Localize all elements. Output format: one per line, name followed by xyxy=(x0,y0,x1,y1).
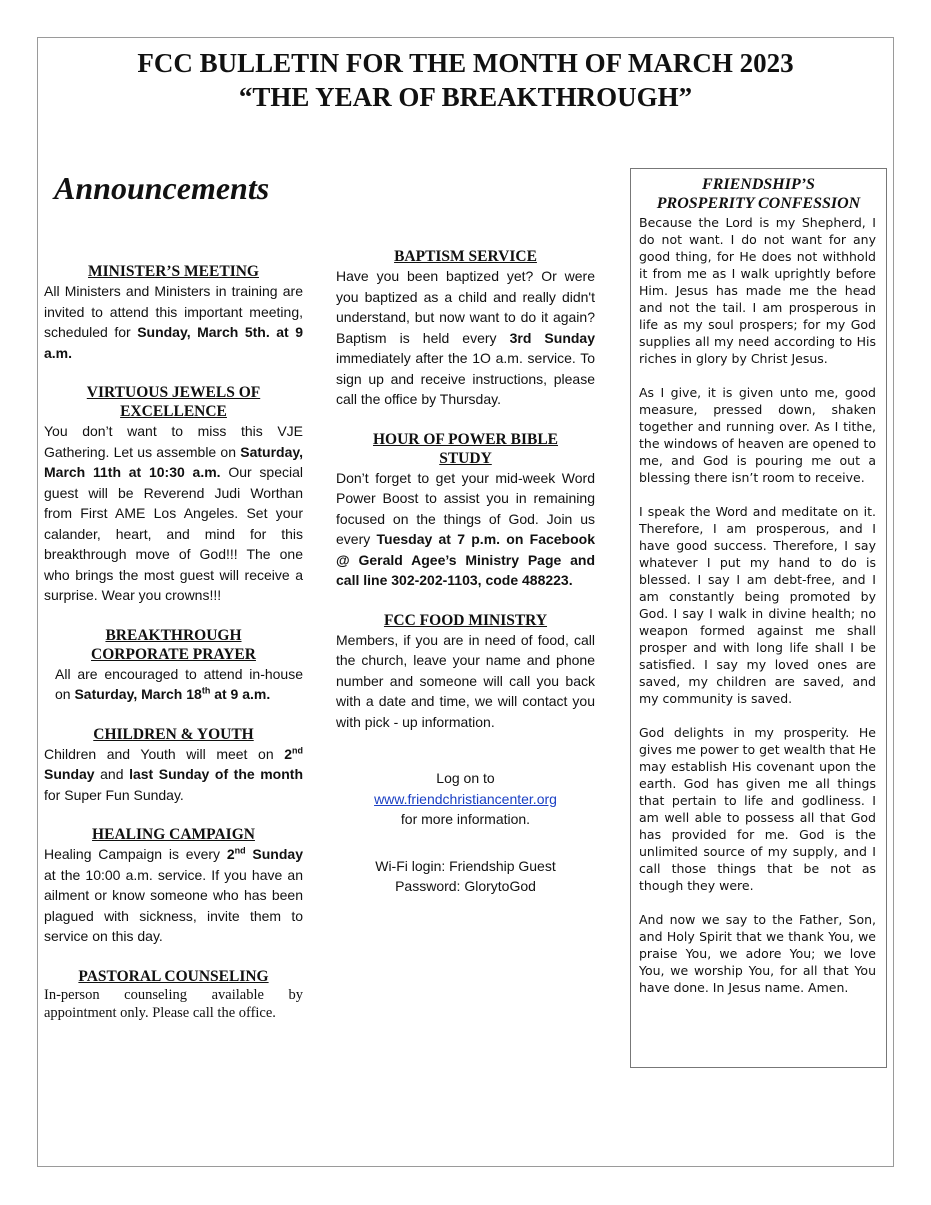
section-title: MINISTER’S MEETING xyxy=(88,263,259,280)
website-info xyxy=(336,768,595,830)
section-title: PASTORAL COUNSELING xyxy=(78,967,269,985)
confession-paragraph: And now we say to the Father, Son, and Holy Spirit that we thank You, we praise You, we adore You; we love You, we worship You, for all that You have done. In Jesus name. Amen. xyxy=(639,912,876,995)
bulletin-theme: “THE YEAR OF BREAKTHROUGH” xyxy=(238,82,693,112)
announcements-heading: Announcements xyxy=(54,170,270,206)
ministers-meeting-section xyxy=(44,262,303,363)
section-title: FCC FOOD MINISTRY xyxy=(383,611,548,629)
section-title: HEALING CAMPAIGN xyxy=(92,826,255,843)
section-title: BREAKTHROUGH CORPORATE PRAYER xyxy=(91,626,256,663)
children-youth-section xyxy=(44,725,303,806)
middle-column xyxy=(336,247,595,897)
confession-paragraph: I speak the Word and meditate on it. Therefore, I am prosperous, and I have good success. Therefore, I say whatever I put my hand to do is blessed. I say I am debt-free, and I am constantly being promoted by God. I say I walk in divine health; no weapon formed against me shall prosper and with long life shall I be satisfied. I say my loved ones are saved, my children are saved, and my community is saved. xyxy=(639,504,876,706)
section-body: All Ministers and Ministers in training are invited to attend this important meeting, scheduled for Sunday, March 5th. at 9 a.m. xyxy=(44,283,303,361)
wifi-password: Password: GlorytoGod xyxy=(395,878,536,894)
baptism-section xyxy=(336,247,595,410)
pastoral-counseling-section xyxy=(44,967,303,1023)
confession-paragraph: God delights in my prosperity. He gives me power to get wealth that He may establish His covenant upon the earth. God has given me all things that pertain to life and godliness. I am well able to possess all that God has provided for me. God is the unlimited source of my supply, and I call those things that be not as though they were. xyxy=(639,725,876,893)
section-body: Children and Youth will meet on 2nd Sunday and last Sunday of the month for Super Fun Sunday. xyxy=(44,744,304,803)
confession-paragraph: Because the Lord is my Shepherd, I do not want. I do not want for any good thing, for He does not withhold it from me as I walk uprightly before Him. Jesus has made me the head and not the tail. I am prosperous in life as my soul prospers; for my God supplies all my need according to His riches in glory by Christ Jesus. xyxy=(639,215,876,366)
section-title: VIRTUOUS JEWELS OF EXCELLENCE xyxy=(86,384,261,420)
website-link[interactable]: www.friendchristiancenter.org xyxy=(374,790,557,807)
section-body: All are encouraged to attend in-house on Saturday, March 18th at 9 a.m. xyxy=(55,665,303,702)
virtuous-jewels-section xyxy=(44,383,303,606)
section-title: HOUR OF POWER BIBLE STUDY xyxy=(372,430,559,467)
section-title: BAPTISM SERVICE xyxy=(394,248,537,265)
section-title: CHILDREN & YOUTH xyxy=(93,725,254,743)
food-ministry-section xyxy=(336,611,595,733)
healing-campaign-section xyxy=(44,825,303,947)
section-body: In-person counseling available by appointment only. Please call the office. xyxy=(44,986,303,1021)
wifi-login: Wi-Fi login: Friendship Guest xyxy=(375,857,556,874)
corporate-prayer-section xyxy=(44,626,303,705)
website-intro: Log on to xyxy=(436,770,495,786)
bulletin-title: FCC BULLETIN FOR THE MONTH OF MARCH 2023 xyxy=(137,48,794,78)
section-body: Members, if you are in need of food, call the church, leave your name and phone number and someone will call you back with a date and time, we will contact you with pick - up information. xyxy=(336,631,595,730)
section-body: Have you been baptized yet? Or were you baptized as a child and really didn't understand, but now want to do it again? Baptism is held every 3rd Sunday immediately after the 1O a.m. service. To sign up and receive instructions, please call the office by Thursday. xyxy=(336,268,595,407)
confession-title: FRIENDSHIP’S PROSPERITY CONFESSION xyxy=(656,176,861,212)
section-body: Don’t forget to get your mid-week Word Power Boost to assist you in remaining focused on the things of God. Join us every Tuesday at 7 p.m. on Facebook @ Gerald Agee’s Ministry Page and call line 302-202-1103, code 488223. xyxy=(336,469,596,588)
wifi-info xyxy=(336,856,595,897)
section-body: Healing Campaign is every 2nd Sunday at the 10:00 a.m. service. If you have an ailment or know someone who has been plagued with sickness, invite them to service on this day. xyxy=(44,845,303,944)
website-outro: for more information. xyxy=(400,811,531,827)
confession-text xyxy=(639,214,876,996)
confession-paragraph: As I give, it is given unto me, good measure, pressed down, shaken together and running over. As I tithe, the windows of heaven are opened to me, and God is pouring me out a blessing there isn’t room to receive. xyxy=(639,385,876,485)
left-column xyxy=(44,262,303,1023)
section-body: You don’t want to miss this VJE Gathering. Let us assemble on Saturday, March 11th at 10:30 a.m. Our special guest will be Reverend Judi Worthan from First AME Los Angeles. Set your calander, heart, and mind for this breakthrough move of God!!! The one who brings the most guest will receive a surprise. Wear you crowns!!! xyxy=(44,423,303,603)
hour-of-power-section xyxy=(336,430,595,591)
